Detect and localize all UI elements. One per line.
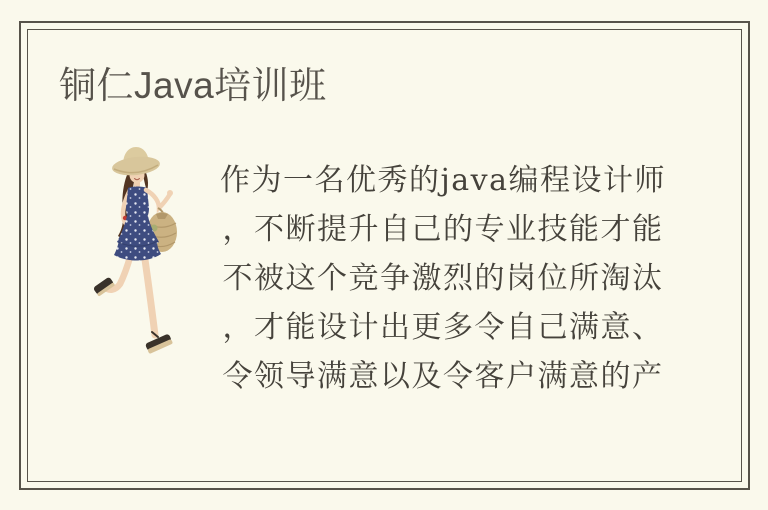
page-title: 铜仁Java培训班 — [59, 65, 327, 106]
woman-straw-hat-graphic — [88, 138, 203, 363]
article-line-5: 令领导满意以及令客户满意的产 — [222, 359, 664, 394]
article-line-2: ，不断提升自己的专业技能才能 — [222, 212, 664, 247]
article-body — [212, 156, 674, 401]
article-line-4: ，才能设计出更多令自己满意、 — [222, 310, 664, 345]
article-line-1: 作为一名优秀的java编程设计师 — [219, 163, 667, 198]
woman-straw-hat-illustration — [88, 138, 203, 363]
article-line-3: 不被这个竞争激烈的岗位所淘汰 — [222, 261, 664, 296]
